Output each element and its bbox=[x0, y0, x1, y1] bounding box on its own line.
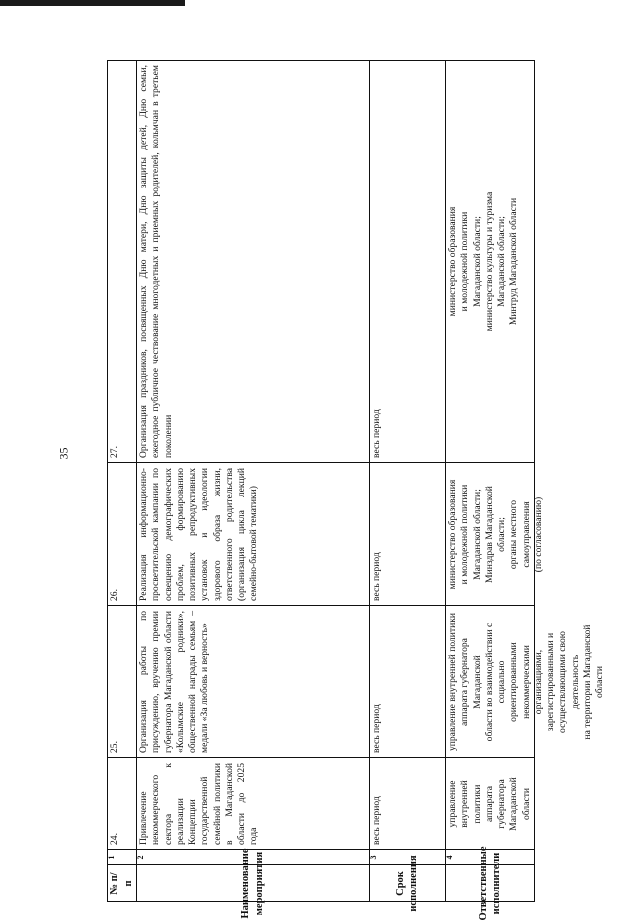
executor-line: министерство культуры и туризма bbox=[483, 191, 495, 332]
row-number: 26. bbox=[109, 589, 120, 601]
header-term: Срок исполнения bbox=[394, 855, 419, 912]
executor-line: Магаданской области bbox=[508, 777, 532, 831]
measures-table bbox=[107, 60, 606, 921]
column-number: 1 bbox=[107, 855, 116, 860]
column-number: 3 bbox=[369, 855, 378, 860]
header-name: Наименование мероприятия bbox=[240, 848, 265, 919]
header-executors: Ответственные исполнители bbox=[477, 846, 502, 921]
responsible-executors bbox=[445, 606, 606, 758]
column-number: 4 bbox=[445, 855, 454, 860]
responsible-executors bbox=[445, 758, 535, 850]
executor-line: Магаданской области; bbox=[496, 216, 508, 307]
row-number: 25. bbox=[109, 741, 120, 753]
responsible-executors bbox=[445, 60, 535, 463]
responsible-executors bbox=[445, 463, 544, 606]
executor-line: и молодежной политики bbox=[459, 484, 471, 585]
executor-line: Магаданской области; bbox=[471, 216, 483, 307]
measure-name: Организация работы по присуждению, вручению премии губернатора Магаданской области «Колымские родники», общественной награды семьям – медали «За любовь и верность» bbox=[138, 611, 211, 753]
executor-line: области во взаимодействии с социально bbox=[483, 622, 508, 742]
executor-line: министерство образования bbox=[447, 479, 458, 590]
executor-line: организациями, зарегистрированными и bbox=[532, 632, 557, 732]
header-num: № п/п bbox=[109, 872, 134, 895]
executor-line: аппарата губернатора Магаданской bbox=[459, 638, 483, 726]
measure-name: Привлечение некоммерческого сектора к реализации Концепции государственной семейной политики в Магаданской области до 2025 года bbox=[138, 763, 260, 845]
execution-term: весь период bbox=[371, 796, 382, 845]
executor-line: управление внутренней политики bbox=[447, 780, 483, 828]
executor-line: осуществляющими свою деятельность bbox=[557, 631, 581, 733]
executor-line: Минтруд Магаданской области bbox=[508, 197, 520, 326]
row-number: 24. bbox=[109, 833, 120, 845]
execution-term: весь период bbox=[371, 704, 382, 753]
executor-line: ориентированными некоммерческими bbox=[508, 642, 532, 722]
column-number: 2 bbox=[136, 855, 145, 860]
executor-line: и молодежной политики bbox=[459, 211, 471, 312]
execution-term: весь период bbox=[371, 409, 382, 458]
execution-term: весь период bbox=[371, 552, 382, 601]
measure-name: Реализация информационно-просветительской кампании по освещению демографических проблем, формированию позитивных репродуктивных установок и идеологии здорового образа жизни, ответственного родительства (организация цикла лекций семейно-бытовой тематики) bbox=[138, 468, 260, 601]
executor-line: Минздрав Магаданской области; bbox=[483, 486, 508, 583]
executor-line: управление внутренней политики bbox=[447, 612, 458, 752]
executor-line: аппарата губернатора bbox=[483, 779, 508, 829]
top-rule bbox=[0, 0, 185, 6]
executor-line: органы местного самоуправления bbox=[508, 499, 532, 570]
row-number: 27. bbox=[109, 446, 120, 458]
page-number: 35 bbox=[56, 447, 71, 460]
table-viewport bbox=[107, 60, 606, 921]
executor-line: Магаданской области; bbox=[471, 489, 483, 580]
executor-line: министерство образования bbox=[447, 206, 458, 317]
executor-line: (по согласованию) bbox=[532, 496, 544, 573]
measure-name: Организация праздников, посвященных Дню матери, Дню защиты детей, Дню семьи, ежегодное публичное чествование многодетных и приемных родителей, кольмчан в третьем поколении bbox=[138, 65, 174, 458]
executor-line: на территории Магаданской области bbox=[581, 624, 606, 740]
